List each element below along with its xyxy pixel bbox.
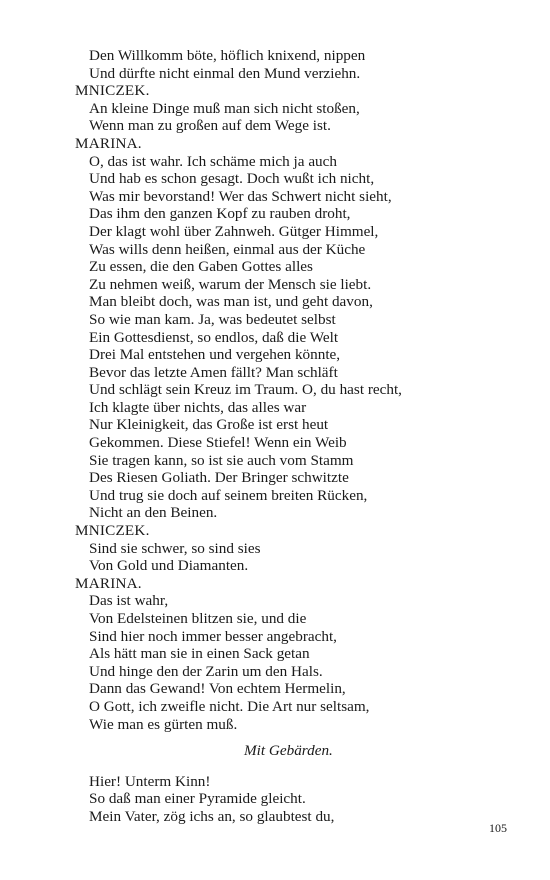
verse-line: Sind hier noch immer besser angebracht,: [89, 627, 337, 645]
drama-text: [75, 47, 515, 826]
verse-line: Und hinge den der Zarin um den Hals.: [89, 662, 323, 680]
speaker-name: MARINA.: [75, 574, 142, 592]
verse-line: O, das ist wahr. Ich schäme mich ja auch: [89, 152, 337, 170]
verse-line: Des Riesen Goliath. Der Bringer schwitzte: [89, 469, 349, 487]
verse-line: So wie man kam. Ja, was bedeutet selbst: [89, 310, 336, 328]
verse-line: Bevor das letzte Amen fällt? Man schläft: [89, 363, 338, 381]
verse-line: Was wills denn heißen, einmal aus der Küche: [89, 240, 366, 258]
speaker-name: MARINA.: [75, 134, 142, 152]
verse-line: Das ist wahr,: [89, 592, 169, 610]
page-number: 105: [489, 821, 507, 835]
verse-line: O Gott, ich zweifle nicht. Die Art nur seltsam,: [89, 697, 370, 715]
verse-line: Und trug sie doch auf seinem breiten Rücken,: [89, 486, 368, 504]
stage-direction: Mit Gebärden.: [244, 741, 333, 759]
verse-line: Hier! Unterm Kinn!: [89, 772, 211, 790]
verse-line: Man bleibt doch, was man ist, und geht davon,: [89, 293, 373, 311]
verse-line: Das ihm den ganzen Kopf zu rauben droht,: [89, 205, 351, 223]
speaker-name: MNICZEK.: [75, 82, 150, 100]
verse-line: An kleine Dinge muß man sich nicht stoßen,: [89, 99, 360, 117]
verse-line: Drei Mal entstehen und vergehen könnte,: [89, 346, 341, 364]
verse-line: Zu essen, die den Gaben Gottes alles: [89, 258, 313, 276]
verse-line: So daß man einer Pyramide gleicht.: [89, 790, 306, 808]
verse-line: Gekommen. Diese Stiefel! Wenn ein Weib: [89, 434, 347, 452]
verse-line: Den Willkomm böte, höflich knixend, nippen: [89, 47, 366, 64]
speaker-name: MNICZEK.: [75, 522, 150, 540]
verse-line: Was mir bevorstand! Wer das Schwert nicht sieht,: [89, 187, 392, 205]
verse-line: Nur Kleinigkeit, das Große ist erst heut: [89, 416, 329, 434]
verse-line: Mein Vater, zög ichs an, so glaubtest du,: [89, 807, 335, 825]
verse-line: Von Gold und Diamanten.: [89, 557, 249, 575]
verse-line: Zu nehmen weiß, warum der Mensch sie liebt.: [89, 275, 372, 293]
verse-line: Sind sie schwer, so sind sies: [89, 539, 261, 557]
verse-line: Von Edelsteinen blitzen sie, und die: [89, 610, 307, 627]
verse-line: Dann das Gewand! Von echtem Hermelin,: [89, 680, 346, 698]
verse-line: Sie tragen kann, so ist sie auch vom Stamm: [89, 451, 354, 469]
verse-line: Nicht an den Beinen.: [89, 504, 218, 522]
verse-line: Ein Gottesdienst, so endlos, daß die Welt: [89, 328, 339, 346]
verse-line: Als hätt man sie in einen Sack getan: [89, 645, 310, 663]
verse-line: Der klagt wohl über Zahnweh. Gütger Himmel,: [89, 222, 379, 240]
verse-line: Und dürfte nicht einmal den Mund verziehn.: [89, 64, 361, 82]
verse-line: Wie man es gürten muß.: [89, 715, 238, 733]
verse-line: Ich klagte über nichts, das alles war: [89, 398, 307, 416]
verse-line: Wenn man zu großen auf dem Wege ist.: [89, 117, 331, 135]
verse-line: Und hab es schon gesagt. Doch wußt ich nicht,: [89, 170, 375, 188]
verse-line: Und schlägt sein Kreuz im Traum. O, du hast recht,: [89, 381, 402, 399]
